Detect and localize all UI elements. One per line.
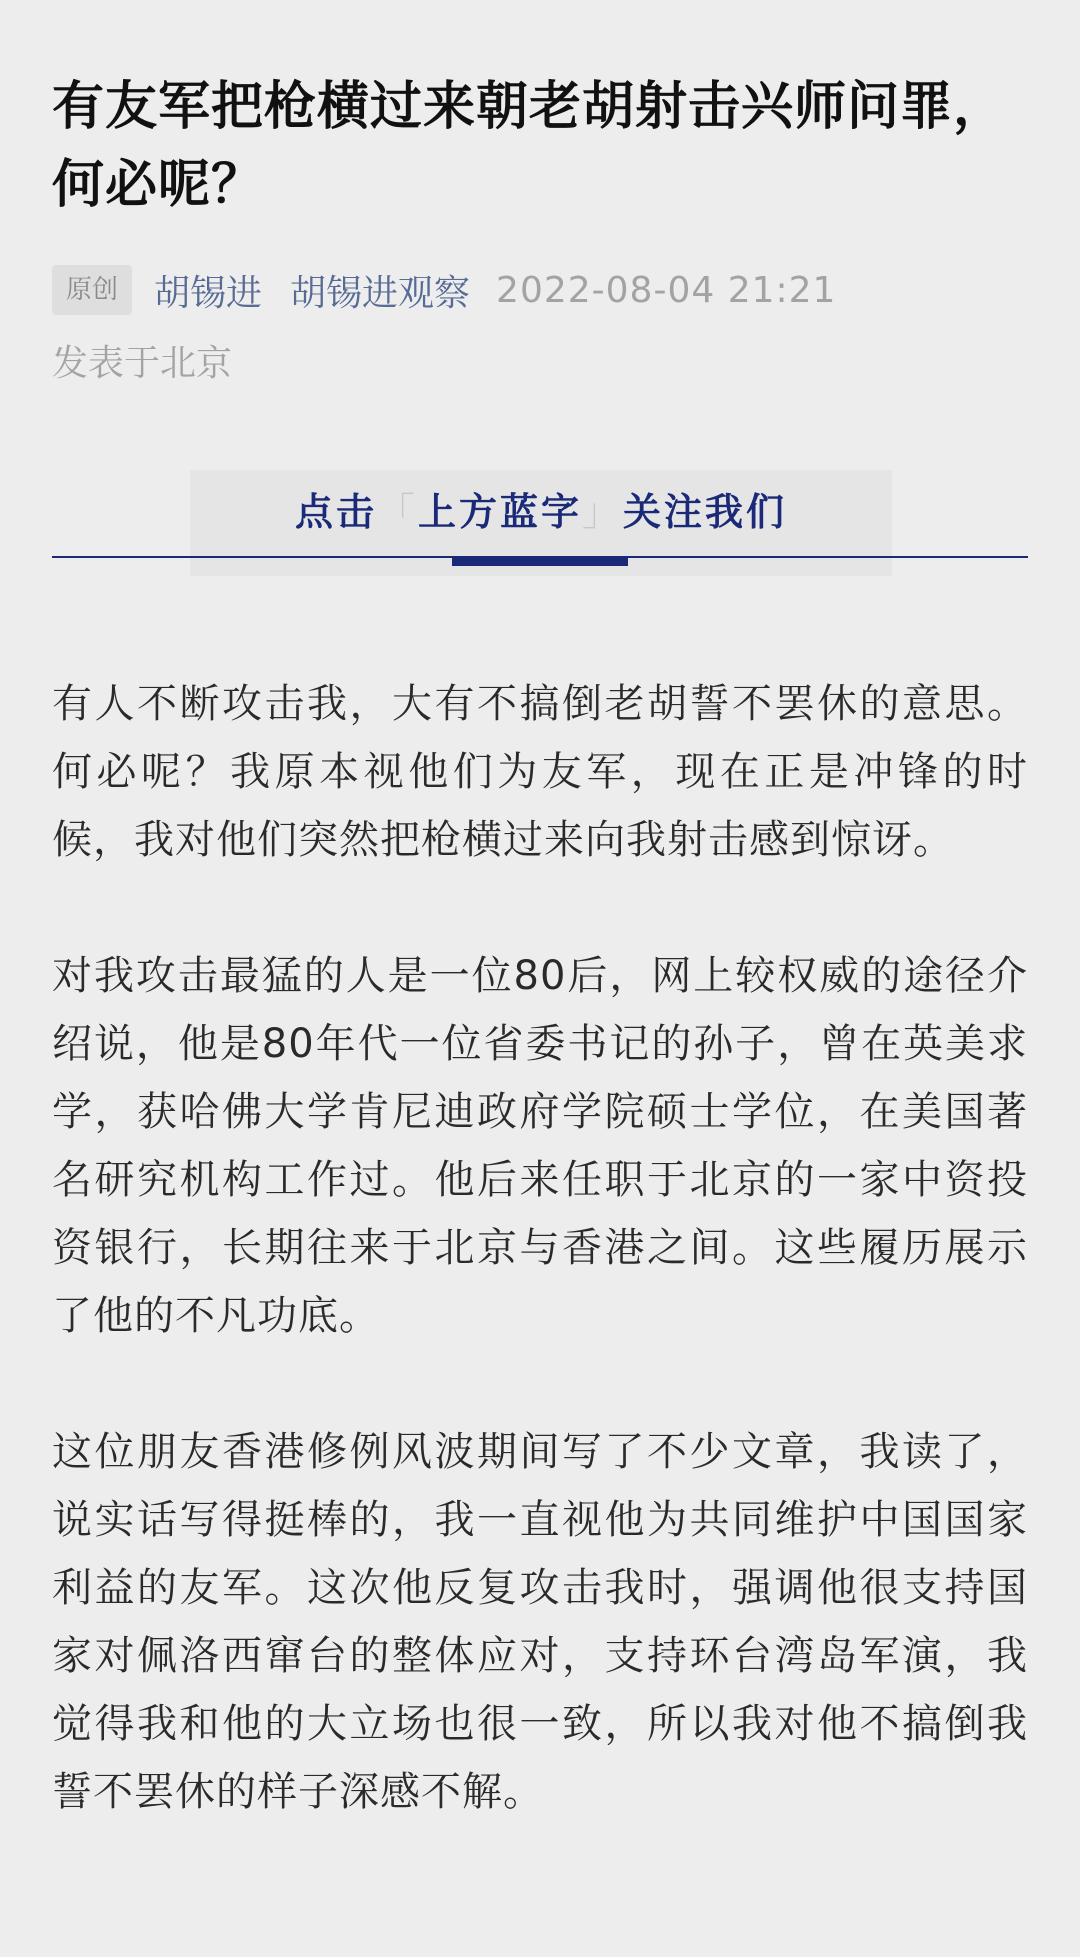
publish-datetime: 2022-08-04 21:21 [496,269,837,311]
follow-open-bracket: 「 [376,490,418,534]
article-meta [52,264,1028,316]
article-title: 有友军把枪横过来朝老胡射击兴师问罪，何必呢？ [52,77,1007,215]
original-badge: 原创 [52,265,132,315]
author-link[interactable]: 胡锡进 [154,272,263,314]
article-body [52,670,1028,1826]
follow-banner[interactable] [52,470,1028,580]
follow-close-bracket: 」 [582,490,624,534]
follow-prefix: 点击 [294,490,377,534]
paragraph: 这位朋友香港修例风波期间写了不少文章，我读了，说实话写得挺棒的，我一直视他为共同维护中国国家利益的友军。这次他反复攻击我时，强调他很支持国家对佩洛西窜台的整体应对，支持环台湾岛军演，我觉得我和他的大立场也很一致，所以我对他不搞倒我誓不罢休的样子深感不解。 [52,1429,1028,1815]
follow-banner-text[interactable] [190,482,892,542]
paragraph: 有人不断攻击我，大有不搞倒老胡誓不罢休的意思。何必呢？我原本视他们为友军，现在正是冲锋的时候，我对他们突然把枪横过来向我射击感到惊讶。 [52,681,1028,863]
follow-highlight: 上方蓝字 [417,490,582,534]
paragraph: 对我攻击最猛的人是一位80后，网上较权威的途径介绍说，他是80年代一位省委书记的孙子，曾在英美求学，获哈佛大学肯尼迪政府学院硕士学位，在美国著名研究机构工作过。他后来任职于北京的一家中资投资银行，长期往来于北京与香港之间。这些履历展示了他的不凡功底。 [52,953,1028,1339]
publish-location: 发表于北京 [52,343,233,384]
follow-banner-underline [452,556,628,566]
follow-suffix: 关注我们 [623,490,788,534]
account-link[interactable]: 胡锡进观察 [290,272,471,314]
